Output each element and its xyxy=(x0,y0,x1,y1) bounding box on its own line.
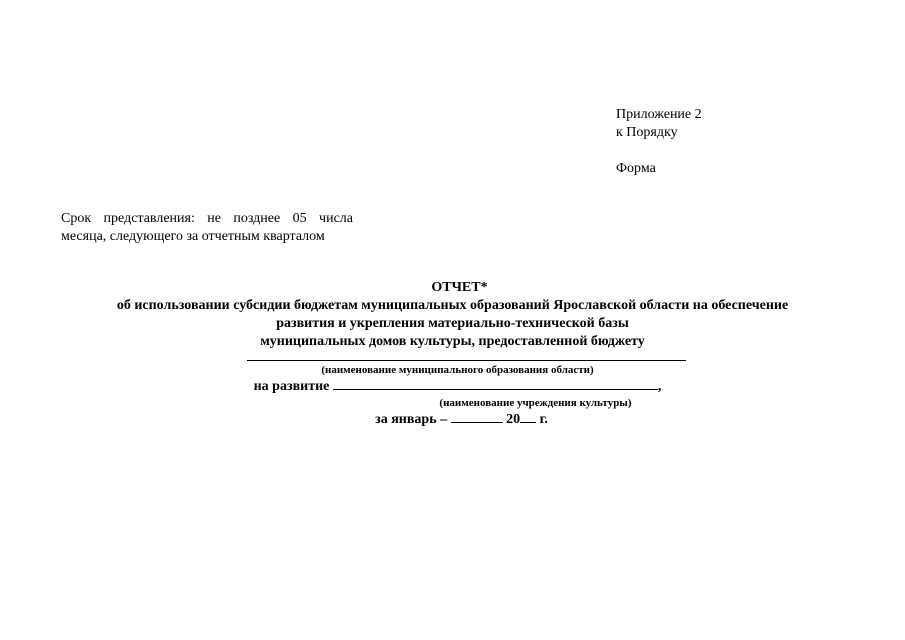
development-comma: , xyxy=(657,379,662,394)
report-subtitle-line-2: развития и укрепления материально-технической базы xyxy=(276,316,629,331)
appendix-block xyxy=(616,106,702,178)
report-title: ОТЧЕТ* xyxy=(431,280,488,295)
period-prefix: за январь – xyxy=(375,412,448,427)
appendix-spacer xyxy=(616,142,702,160)
appendix-number: Приложение 2 xyxy=(616,107,702,122)
report-subtitle-line-1: об использовании субсидии бюджетам муниципальных образований Ярославской области на обеспечение xyxy=(116,298,789,313)
period-year-prefix: 20 xyxy=(506,412,521,427)
municipality-caption: (наименование муниципального образования области) xyxy=(321,364,594,376)
institution-caption: (наименование учреждения культуры) xyxy=(439,397,632,409)
development-row xyxy=(60,377,845,396)
submission-deadline xyxy=(61,210,353,246)
period-row xyxy=(60,410,845,429)
period-month-blank xyxy=(451,410,503,423)
municipality-blank-line xyxy=(247,351,686,361)
appendix-reference: к Порядку xyxy=(616,125,678,140)
deadline-line-1: Срок представления: не позднее 05 числа xyxy=(61,211,353,226)
development-label: на развитие xyxy=(253,379,330,394)
report-subtitle-line-3: муниципальных домов культуры, предоставленной бюджету xyxy=(260,334,645,349)
deadline-line-2: месяца, следующего за отчетным кварталом xyxy=(61,229,325,244)
report-header xyxy=(60,279,845,429)
period-suffix: г. xyxy=(539,412,548,427)
period-year-blank xyxy=(520,410,536,423)
form-label: Форма xyxy=(616,161,656,176)
institution-blank-line xyxy=(333,377,658,390)
